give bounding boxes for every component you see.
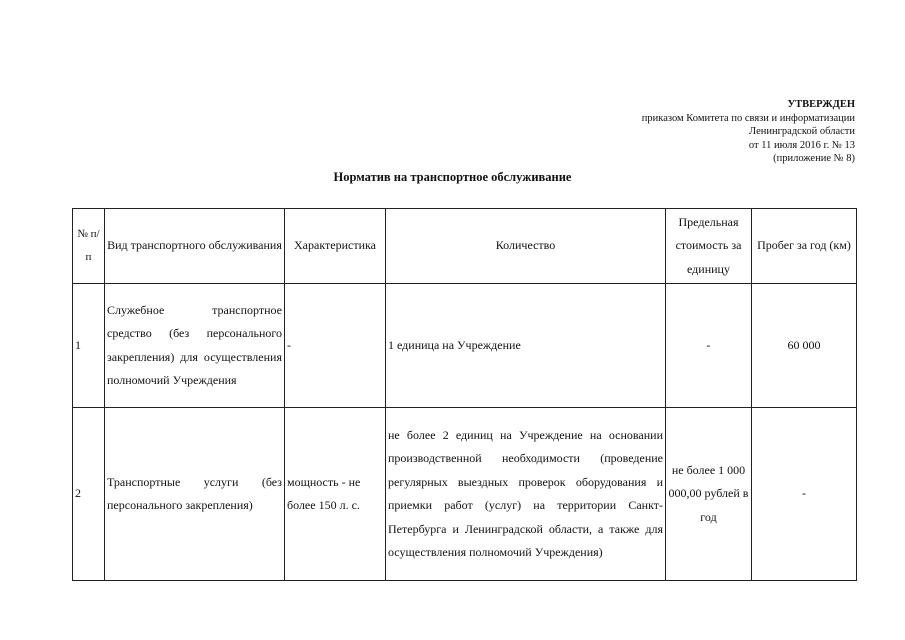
norm-table [72,208,857,581]
row-type: Транспортные услуги (без персонального закрепления) [105,408,285,581]
header-mileage: Пробег за год (км) [752,209,857,284]
header-type: Вид транспортного обслуживания [105,209,285,284]
approval-line-4: (приложение № 8) [773,153,855,164]
approval-heading: УТВЕРЖДЕН [787,99,855,110]
row-num: 2 [73,408,105,581]
row-max-cost: не более 1 000 000,00 рублей в год [666,408,752,581]
table-row [73,284,857,408]
row-mileage: 60 000 [752,284,857,408]
row-quantity: не более 2 единиц на Учреждение на основании производственной необходимости (проведение регулярных выездных проверок оборудования и приемки работ (услуг) на территории Санкт-Петербурга и Ленинградской области, а также для осуществления полномочий Учреждения) [386,408,666,581]
header-max-cost: Предельная стоимость за единицу [666,209,752,284]
header-characteristic: Характеристика [285,209,386,284]
approval-line-3: от 11 июля 2016 г. № 13 [748,139,855,151]
document-title: Норматив на транспортное обслуживание [333,170,572,184]
row-type: Служебное транспортное средство (без персонального закрепления) для осуществления полномочий Учреждения [105,284,285,408]
row-max-cost: - [666,284,752,408]
row-num: 1 [73,284,105,408]
row-characteristic: мощность - не более 150 л. с. [285,408,386,581]
approval-stamp [642,98,855,166]
header-quantity: Количество [386,209,666,284]
row-characteristic: - [285,284,386,408]
table-row [73,408,857,581]
row-quantity: 1 единица на Учреждение [386,284,666,408]
row-mileage: - [752,408,857,581]
approval-line-1: приказом Комитета по связи и информатизации [641,112,855,124]
table-header-row [73,209,857,284]
header-num: № п/п [73,209,105,284]
approval-line-2: Ленинградской области [749,126,855,137]
